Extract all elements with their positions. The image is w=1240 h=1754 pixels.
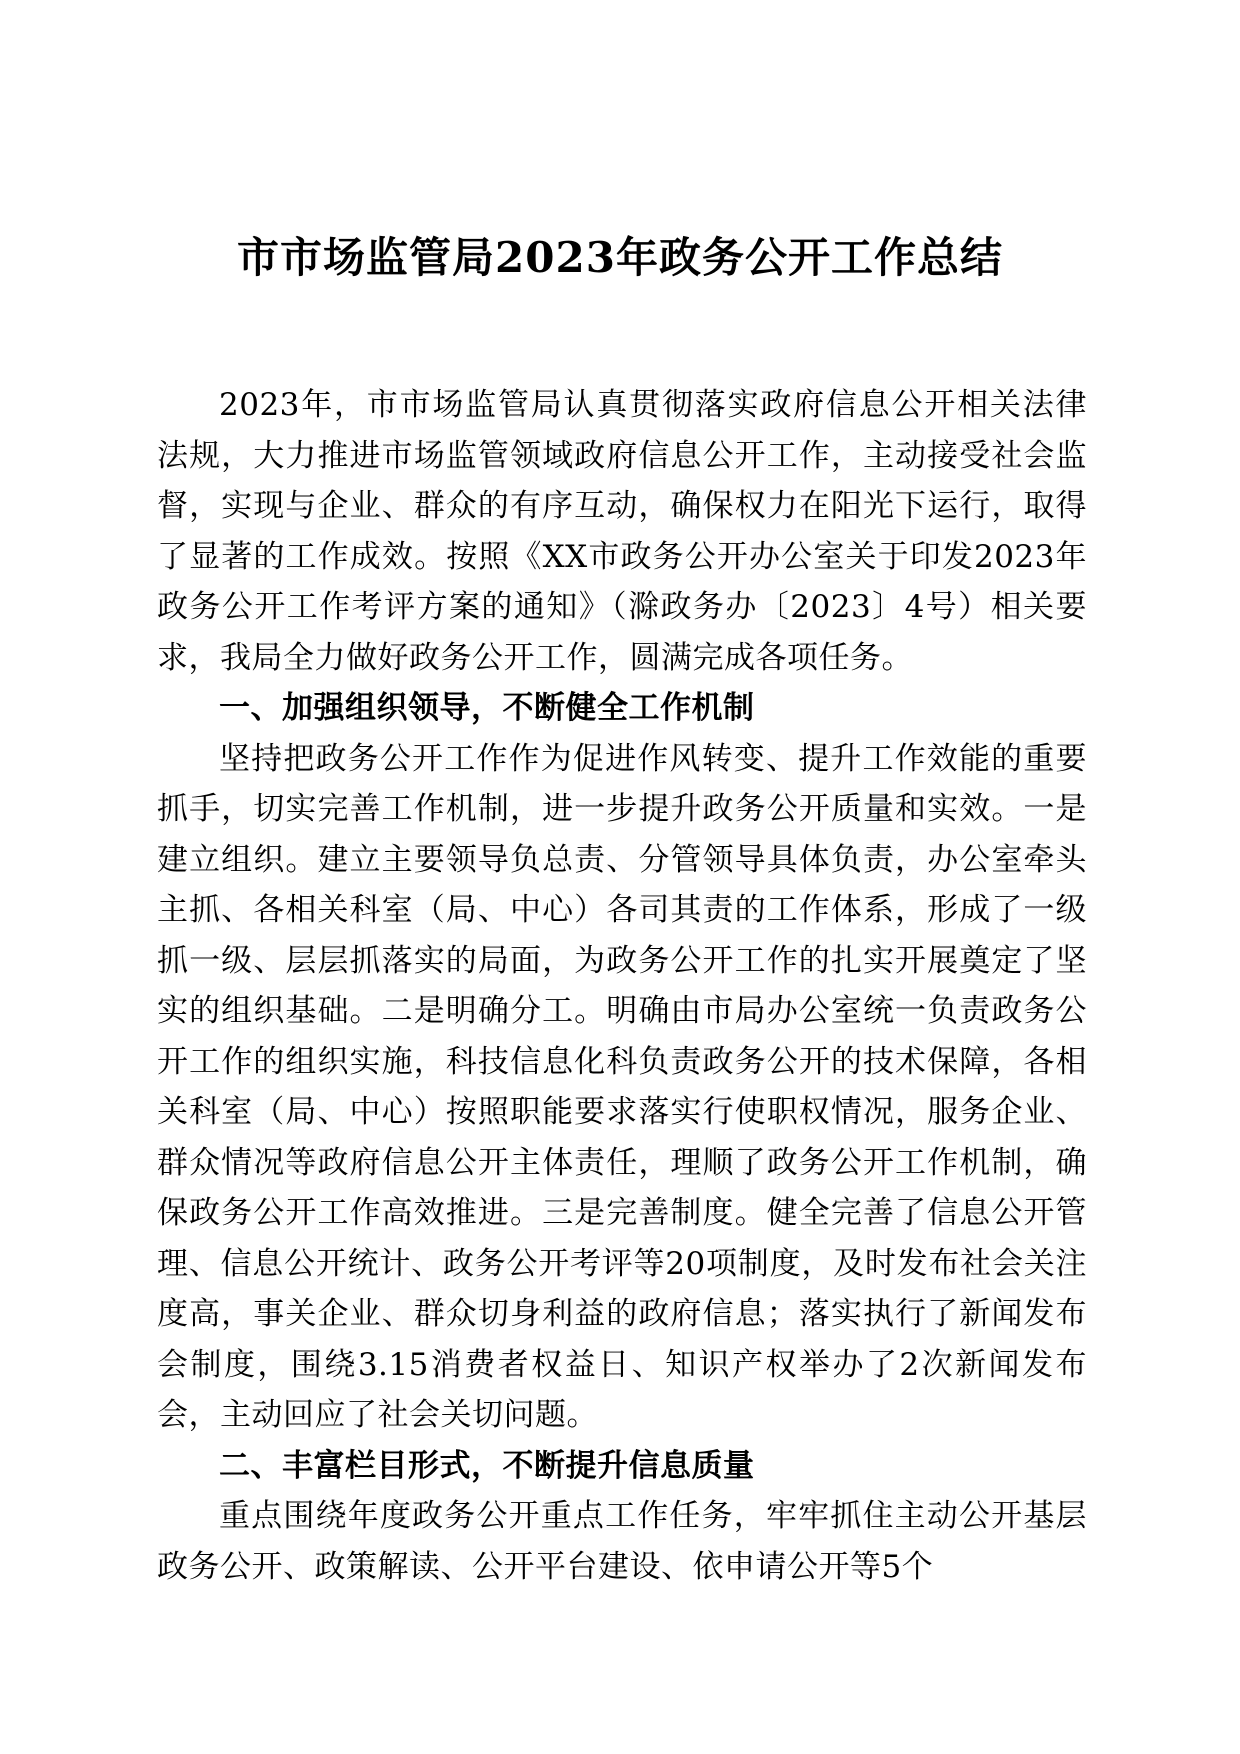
section-heading-1: 一、加强组织领导，不断健全工作机制 [219,690,755,726]
section-2-paragraph: 重点围绕年度政务公开重点工作任务，牢牢抓住主动公开基层政务公开、政策解读、公开平台建设、依申请公开等5个 [157,1498,1087,1585]
section-heading-2: 二、丰富栏目形式，不断提升信息质量 [219,1447,755,1484]
section-1-paragraph: 坚持把政务公开工作作为促进作风转变、提升工作效能的重要抓手，切实完善工作机制，进一步提升政务公开质量和实效。一是建立组织。建立主要领导负总责、分管领导具体负责，办公室牵头主抓、各相关科室（局、中心）各司其责的工作体系，形成了一级抓一级、层层抓落实的局面，为政务公开工作的扎实开展奠定了坚实的组织基础。二是明确分工。明确由市局办公室统一负责政务公开工作的组织实施，科技信息化科负责政务公开的技术保障，各相关科室（局、中心）按照职能要求落实行使职权情况，服务企业、群众情况等政府信息公开主体责任，理顺了政务公开工作机制，确保政务公开工作高效推进。三是完善制度。健全完善了信息公开管理、信息公开统计、政务公开考评等20项制度，及时发布社会关注度高，事关企业、群众切身利益的政府信息；落实执行了新闻发布会制度，围绕3.15消费者权益日、知识产权举办了2次新闻发布会，主动回应了社会关切问题。 [157,740,1087,1433]
document-body [157,380,1087,1592]
intro-paragraph: 2023年，市市场监管局认真贯彻落实政府信息公开相关法律法规，大力推进市场监管领域政府信息公开工作，主动接受社会监督，实现与企业、群众的有序互动，确保权力在阳光下运行，取得了显著的工作成效。按照《XX市政务公开办公室关于印发2023年政务公开工作考评方案的通知》（滁政务办〔2023〕4号）相关要求，我局全力做好政务公开工作，圆满完成各项任务。 [157,387,1087,676]
document-title: 市市场监管局2023年政务公开工作总结 [237,233,1003,282]
